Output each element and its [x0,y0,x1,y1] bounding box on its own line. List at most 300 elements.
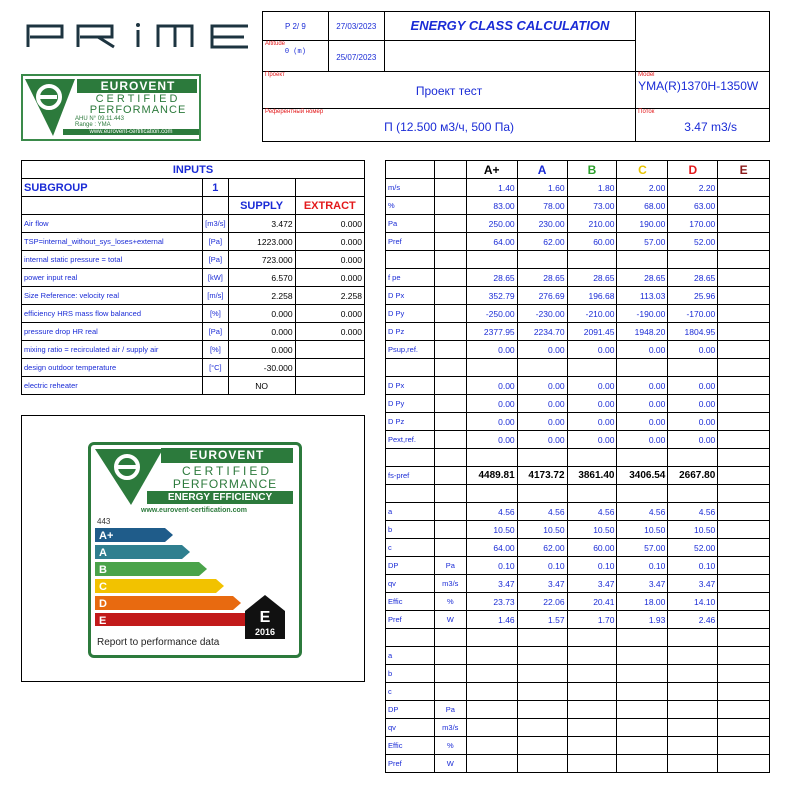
class-row-label: a [386,647,435,665]
class-row-unit [434,359,466,377]
class-row [386,449,770,467]
class-row-unit [434,431,466,449]
class-value: 10.50 [466,521,517,539]
class-value: 0.00 [517,413,567,431]
class-row-unit: W [434,755,466,773]
input-supply-value: NO [228,377,295,395]
class-value: 28.65 [668,269,718,287]
energy-label-banner: ENERGY EFFICIENCY [147,491,293,504]
class-value [668,665,718,683]
class-value [668,449,718,467]
input-extract-value: 0.000 [295,215,364,233]
class-row-label: b [386,521,435,539]
class-value: 0.10 [466,557,517,575]
class-value [466,701,517,719]
reference-value: П (12.500 м3/ч, 500 Па) [384,120,514,134]
badge-small-line3: PERFORMANCE [89,104,187,116]
class-value: 1.93 [617,611,668,629]
class-value [567,251,617,269]
class-value: 2.20 [668,179,718,197]
class-value: 20.41 [567,593,617,611]
class-value [617,737,668,755]
input-extract-value: 0.000 [295,323,364,341]
class-row-unit: % [434,593,466,611]
class-row [386,413,770,431]
class-row-unit [434,647,466,665]
class-row-label: Pext,ref. [386,431,435,449]
eurovent-badge-small [21,74,201,141]
document-title: ENERGY CLASS CALCULATION [384,12,635,41]
class-row-unit [434,377,466,395]
class-value [567,755,617,773]
input-supply-value: 1223.000 [228,233,295,251]
class-value [466,683,517,701]
class-value: 3.47 [466,575,517,593]
class-value: 23.73 [466,593,517,611]
class-value [466,359,517,377]
class-value [517,629,567,647]
flow-cell [636,109,770,142]
class-value: 28.65 [517,269,567,287]
class-value [668,719,718,737]
class-row [386,305,770,323]
class-value [517,701,567,719]
class-value: 22.06 [517,593,567,611]
input-unit: [%] [203,341,228,359]
class-value: 3.47 [567,575,617,593]
class-value: 60.00 [567,233,617,251]
class-value [517,449,567,467]
class-value: 0.00 [517,431,567,449]
subgroup-row [22,179,365,197]
class-value [567,647,617,665]
input-extract-value: 0.000 [295,251,364,269]
class-row-label: DP [386,701,435,719]
class-value: 4.56 [466,503,517,521]
class-row [386,179,770,197]
energy-label [88,442,302,658]
class-value: 0.00 [517,341,567,359]
class-value: 64.00 [466,233,517,251]
class-row-unit [434,485,466,503]
class-row-label: % [386,197,435,215]
class-arrow-label: B [99,564,107,576]
class-arrow-3 [95,579,224,593]
class-row-unit: Pa [434,557,466,575]
class-value: 64.00 [466,539,517,557]
class-row [386,683,770,701]
input-supply-value: 3.472 [228,215,295,233]
reference-label: Референтный номер [265,109,324,115]
class-row [386,233,770,251]
class-row-label: c [386,683,435,701]
class-value [617,755,668,773]
class-value: 196.68 [567,287,617,305]
class-header: C [617,161,668,179]
class-value: 210.00 [567,215,617,233]
class-value: 0.00 [466,377,517,395]
class-row-label: D Pz [386,323,435,341]
class-row [386,395,770,413]
altitude-label: Altitude [265,41,286,47]
class-header: B [567,161,617,179]
class-value: 28.65 [567,269,617,287]
model-value: YMA(R)1370H-1350W [638,79,759,93]
class-row-label: Pref [386,755,435,773]
class-row [386,629,770,647]
class-value [567,701,617,719]
class-row-unit [434,341,466,359]
class-value [617,647,668,665]
inputs-title-row [22,161,365,179]
class-value: 0.00 [466,341,517,359]
input-label: efficiency HRS mass flow balanced [22,305,203,323]
energy-label-number: 443 [97,517,111,526]
class-arrow-label: D [99,598,107,610]
input-label: Air flow [22,215,203,233]
prime-logo [26,22,254,50]
input-row [22,323,365,341]
energy-label-url: www.eurovent-certification.com [141,507,247,514]
class-value: 10.50 [617,521,668,539]
class-row-label: DP [386,557,435,575]
class-value: 2.00 [617,179,668,197]
input-unit: [m3/s] [203,215,228,233]
class-row [386,359,770,377]
class-row-unit [434,287,466,305]
supply-extract-row [22,197,365,215]
class-row-label: Psup,ref. [386,341,435,359]
class-value: 0.00 [617,431,668,449]
class-value [617,719,668,737]
class-value: 4.56 [617,503,668,521]
input-extract-value: 0.000 [295,269,364,287]
class-value [668,737,718,755]
class-value [567,683,617,701]
class-value [466,449,517,467]
class-row-label [386,485,435,503]
class-row [386,611,770,629]
class-value: 57.00 [617,539,668,557]
class-row [386,539,770,557]
class-row-unit [434,449,466,467]
input-unit: [m/s] [203,287,228,305]
class-row-label: qv [386,575,435,593]
class-value: 250.00 [466,215,517,233]
class-value [668,755,718,773]
class-value [668,701,718,719]
class-row-unit [434,665,466,683]
input-label: Size Reference: velocity real [22,287,203,305]
class-row [386,467,770,485]
model-cell [636,72,770,109]
class-row-unit [434,521,466,539]
class-value [668,485,718,503]
class-row-label [386,359,435,377]
input-label: electric reheater [22,377,203,395]
class-value: 276.69 [517,287,567,305]
class-value: 73.00 [567,197,617,215]
class-value: 0.10 [668,557,718,575]
class-value: 0.00 [567,395,617,413]
class-value: 1.80 [567,179,617,197]
inputs-table [21,160,365,395]
input-supply-value: 2.258 [228,287,295,305]
class-value [567,719,617,737]
class-value [466,485,517,503]
class-value: 0.10 [517,557,567,575]
input-supply-value: 723.000 [228,251,295,269]
reference-cell [263,109,636,142]
class-header: A [517,161,567,179]
input-label: pressure drop HR real [22,323,203,341]
class-row-unit [434,323,466,341]
class-value [617,449,668,467]
badge-small-cert: AHU N° 09.11.443 [75,116,124,122]
class-value [567,665,617,683]
class-value: 28.65 [466,269,517,287]
class-value: 113.03 [617,287,668,305]
inputs-title: INPUTS [22,161,365,179]
project-value: Проект тест [415,84,483,98]
class-value: 0.00 [466,395,517,413]
classes-table [385,160,770,773]
input-label: design outdoor temperature [22,359,203,377]
input-row [22,359,365,377]
subgroup-label: SUBGROUP [22,179,203,197]
class-row-label: D Px [386,287,435,305]
class-value: 4173.72 [517,467,567,485]
class-row-label: Pref [386,611,435,629]
class-row-label [386,449,435,467]
class-value: 10.50 [668,521,718,539]
input-unit: [Pa] [203,251,228,269]
class-row-unit: Pa [434,701,466,719]
badge-small-line2: CERTIFIED [95,93,181,105]
class-value: 4489.81 [466,467,517,485]
class-value: 2377.95 [466,323,517,341]
class-value: 28.65 [617,269,668,287]
input-extract-value [295,377,364,395]
class-row-label: a [386,503,435,521]
class-value: 2234.70 [517,323,567,341]
badge-small-range: Range : YMA [75,122,111,128]
class-value: 2.46 [668,611,718,629]
class-row-label: D Pz [386,413,435,431]
class-row-unit [434,197,466,215]
class-row-unit [434,413,466,431]
class-value [466,737,517,755]
class-value [517,251,567,269]
altitude-value: 0 (m) [284,48,306,56]
class-value [617,665,668,683]
class-row-unit: W [434,611,466,629]
class-arrow-1 [95,545,190,559]
class-row [386,251,770,269]
input-unit: [Pa] [203,323,228,341]
class-value: 3.47 [617,575,668,593]
input-supply-value: 0.000 [228,341,295,359]
input-extract-value [295,359,364,377]
class-value: 63.00 [668,197,718,215]
class-value [517,485,567,503]
class-row-label: D Px [386,377,435,395]
class-arrow-4 [95,596,241,610]
class-row-label: qv [386,719,435,737]
model-label: Model [638,72,655,78]
class-row-unit [434,539,466,557]
class-value [466,629,517,647]
class-value [617,251,668,269]
class-value: -170.00 [668,305,718,323]
class-value: 0.00 [466,431,517,449]
class-row [386,215,770,233]
class-row-label: D Py [386,305,435,323]
class-value: 0.00 [517,395,567,413]
class-arrow-2 [95,562,207,576]
class-value: 0.00 [567,413,617,431]
header-table [262,11,770,142]
class-arrow-label: A [99,547,107,559]
class-value: 4.56 [567,503,617,521]
class-value [668,251,718,269]
class-arrow-label: E [99,615,107,626]
class-value: 3406.54 [617,467,668,485]
class-value: 1.46 [466,611,517,629]
class-value: 170.00 [668,215,718,233]
class-value [617,683,668,701]
class-row [386,521,770,539]
input-supply-value: -30.000 [228,359,295,377]
class-row [386,197,770,215]
class-value: 0.00 [517,377,567,395]
class-value: 4.56 [517,503,567,521]
class-value [567,737,617,755]
class-value: 68.00 [617,197,668,215]
class-value [617,701,668,719]
class-value [466,665,517,683]
badge-small-url: www.eurovent-certification.com [63,129,199,135]
class-value: 1.40 [466,179,517,197]
class-row [386,575,770,593]
class-row-unit: % [434,737,466,755]
extract-header: EXTRACT [295,197,364,215]
class-value: 1804.95 [668,323,718,341]
class-value [517,737,567,755]
class-row-unit: m3/s [434,575,466,593]
input-row [22,233,365,251]
class-value: 52.00 [668,539,718,557]
class-row-label: Pa [386,215,435,233]
class-row-unit [434,251,466,269]
class-row-label: Effic [386,593,435,611]
energy-label-line3: PERFORMANCE [172,477,278,491]
input-row [22,251,365,269]
energy-rating-year: 2016 [254,627,276,637]
class-row [386,719,770,737]
class-value [668,683,718,701]
class-header: A+ [466,161,517,179]
input-unit: [%] [203,305,228,323]
class-value: 0.00 [668,413,718,431]
class-row-unit [434,233,466,251]
class-value [466,647,517,665]
class-value [517,719,567,737]
class-arrow-5 [95,613,258,626]
class-value: -210.00 [567,305,617,323]
class-row [386,323,770,341]
energy-label-footer: Report to performance data [97,637,220,648]
page-number: P 2/ 9 [263,12,329,41]
class-row-label: D Py [386,395,435,413]
class-value: 25.96 [668,287,718,305]
date-2: 25/07/2023 [328,41,384,72]
class-value [668,647,718,665]
class-row-unit [434,179,466,197]
class-row-label: b [386,665,435,683]
class-value: 1.70 [567,611,617,629]
class-value: 4.56 [668,503,718,521]
class-value: 0.00 [466,413,517,431]
input-row [22,269,365,287]
class-row [386,287,770,305]
input-unit: [Pa] [203,233,228,251]
class-value [466,251,517,269]
class-arrow-label: A+ [99,530,114,542]
class-value: 78.00 [517,197,567,215]
class-value: 2091.45 [567,323,617,341]
input-extract-value: 0.000 [295,233,364,251]
input-extract-value: 0.000 [295,305,364,323]
prime-logo-mark [26,22,254,50]
class-value: 0.00 [617,413,668,431]
class-value: 10.50 [567,521,617,539]
input-unit: [°C] [203,359,228,377]
class-value: 14.10 [668,593,718,611]
class-row [386,485,770,503]
class-row-unit [434,467,466,485]
class-value: 3.47 [517,575,567,593]
input-row [22,215,365,233]
class-value: 18.00 [617,593,668,611]
class-value [567,359,617,377]
class-value: 230.00 [517,215,567,233]
badge-small-line1: EUROVENT [100,79,176,93]
flow-value: 3.47 m3/s [684,120,737,134]
class-value [517,665,567,683]
class-value: 1.57 [517,611,567,629]
class-header: D [668,161,718,179]
input-supply-value: 6.570 [228,269,295,287]
class-value: 0.00 [668,431,718,449]
class-value: 0.10 [567,557,617,575]
input-row [22,341,365,359]
class-value: -250.00 [466,305,517,323]
class-row-unit [434,629,466,647]
class-row-label: Effic [386,737,435,755]
class-value: -190.00 [617,305,668,323]
class-value: 0.00 [567,377,617,395]
class-row-unit [434,305,466,323]
class-value [567,629,617,647]
class-header-row [386,161,770,179]
class-value: 3.47 [668,575,718,593]
input-label: power input real [22,269,203,287]
class-row-unit [434,395,466,413]
class-value: 60.00 [567,539,617,557]
class-value: 352.79 [466,287,517,305]
class-row [386,647,770,665]
